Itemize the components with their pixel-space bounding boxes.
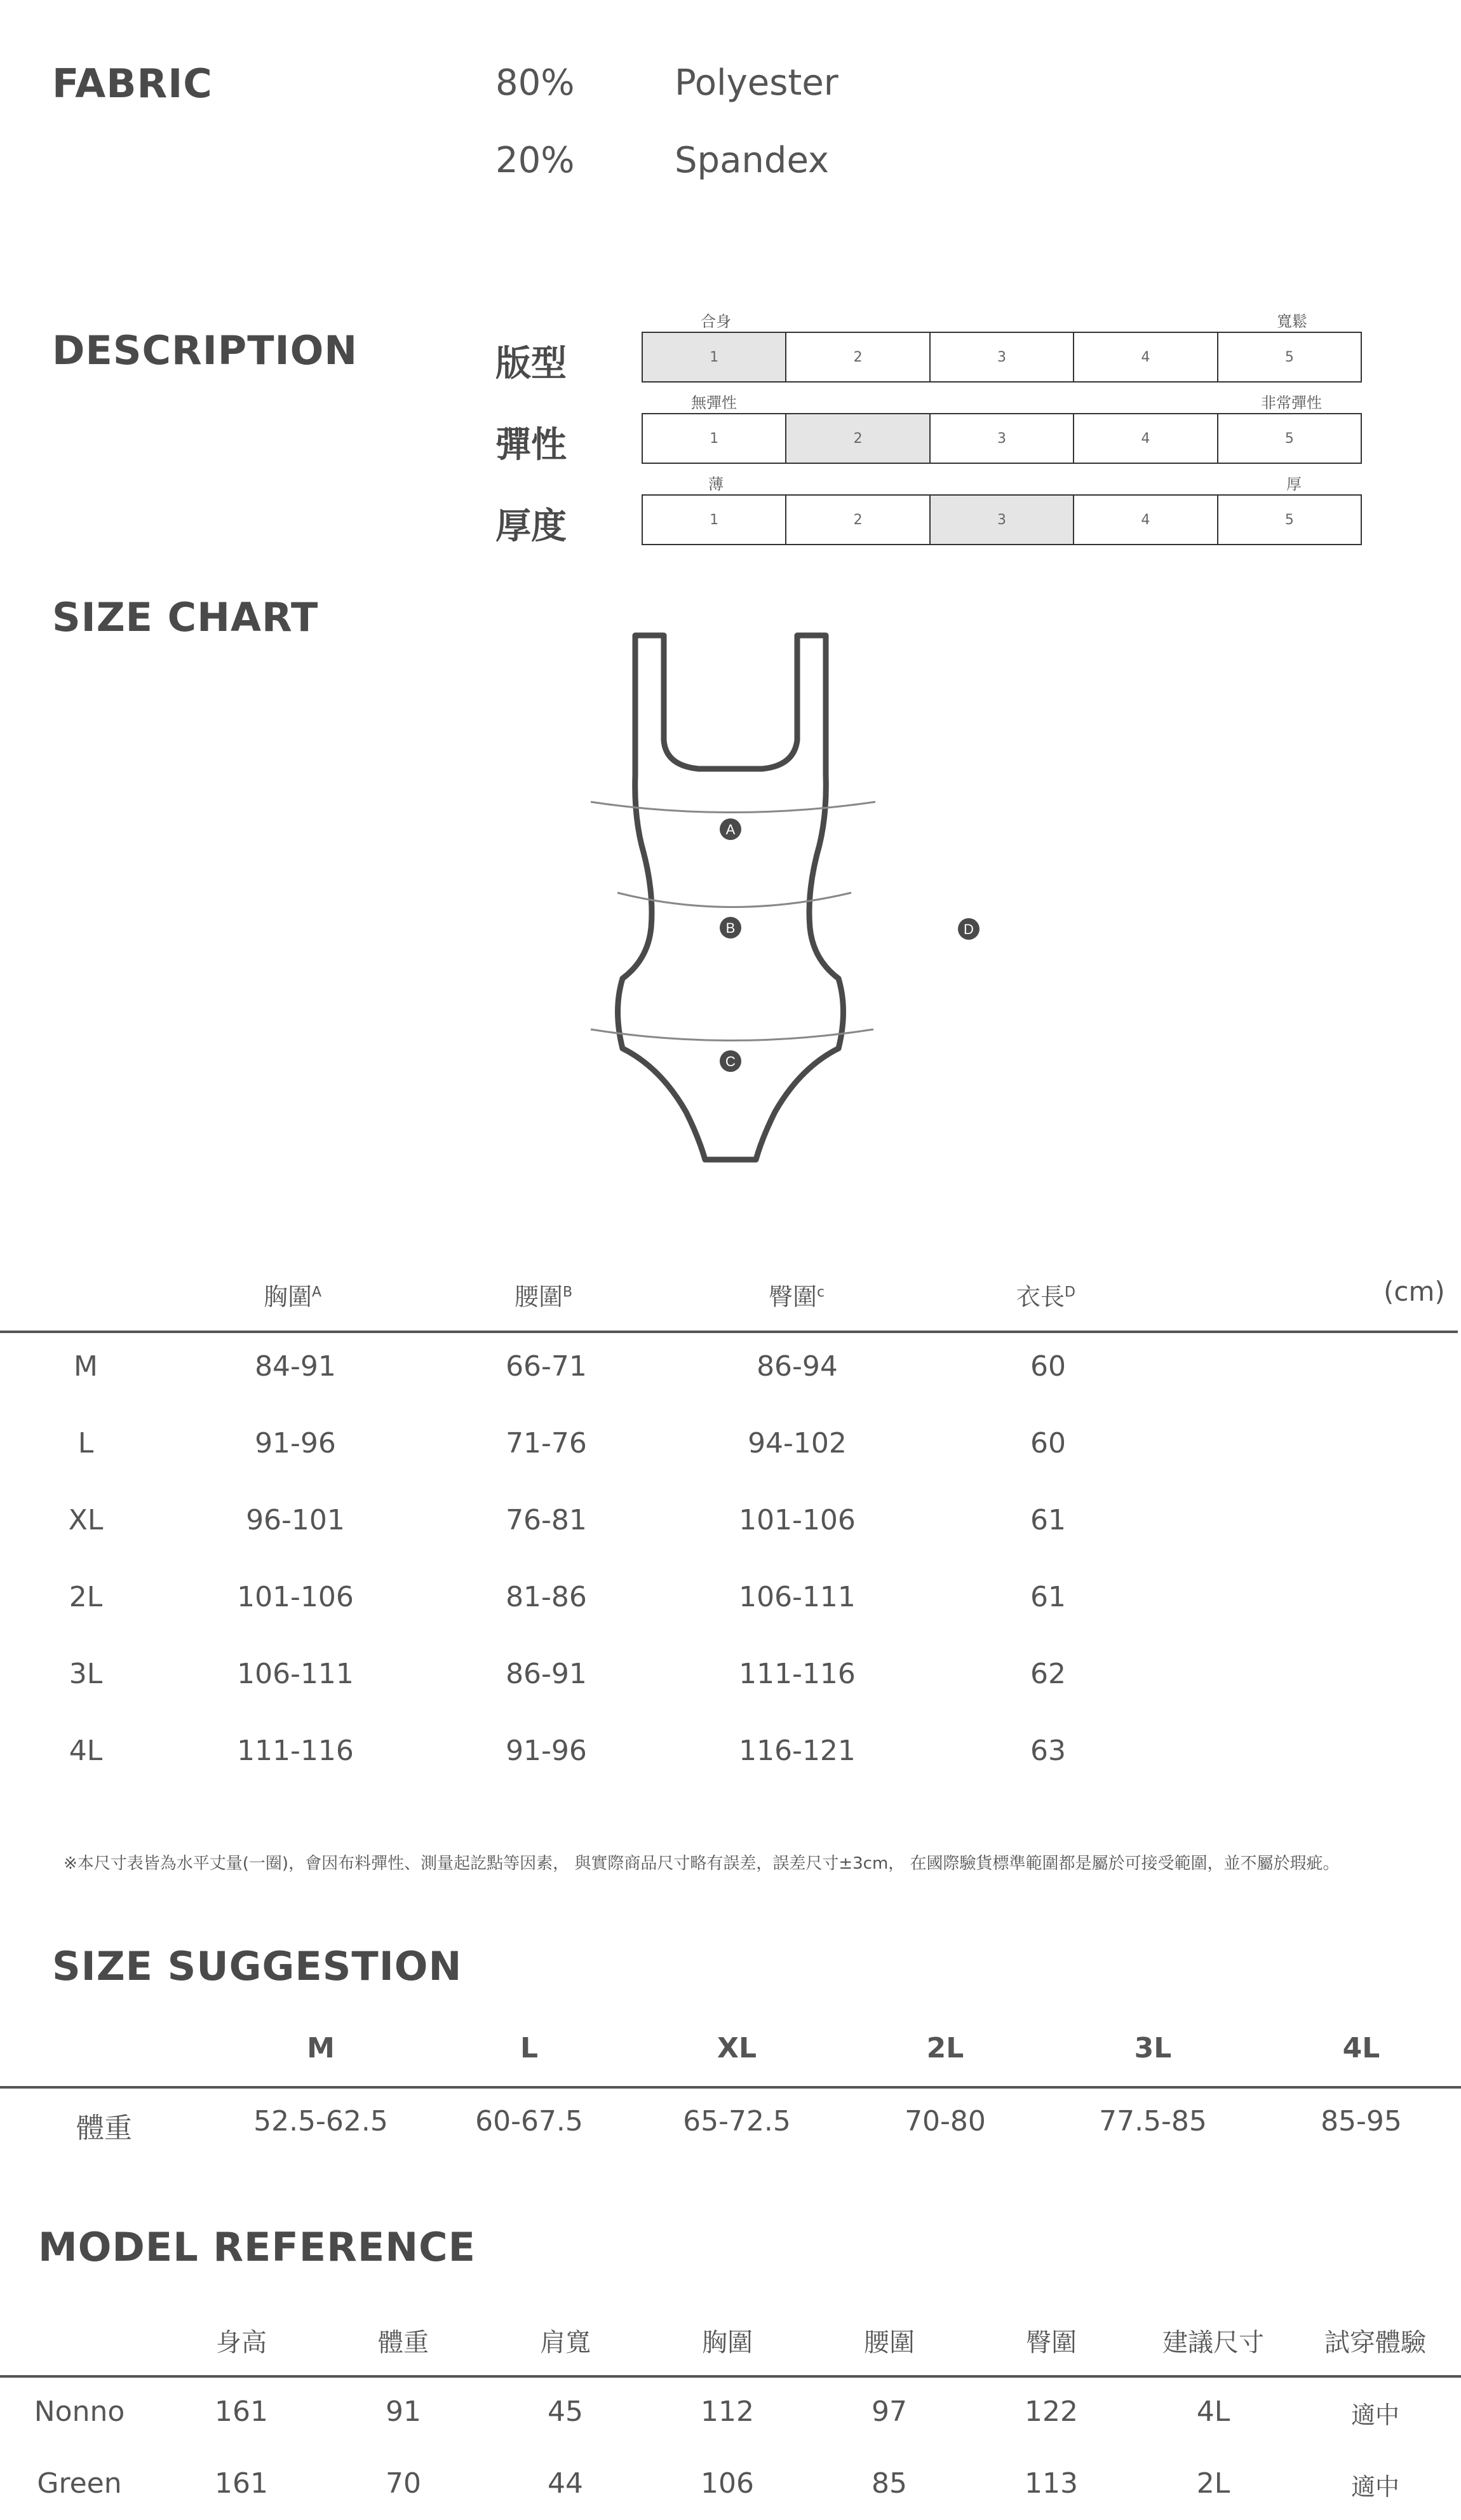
- model-table-cell: 4L: [1196, 2395, 1230, 2428]
- size-table-cell: 61: [1030, 1504, 1066, 1536]
- model-table-cell: 161: [215, 2467, 268, 2500]
- fit-scale-cell: 2: [786, 333, 930, 381]
- model-table-cell: 85: [872, 2467, 907, 2500]
- swimsuit-diagram: [572, 623, 927, 1175]
- fit-scale-cell: 4: [1074, 333, 1218, 381]
- suggestion-weight-value: 77.5-85: [1099, 2105, 1207, 2137]
- model-rule: [0, 2375, 1461, 2378]
- marker-c: [720, 1050, 741, 1072]
- size-table-cell: 84-91: [255, 1350, 336, 1383]
- svg-text:D: D: [964, 921, 974, 937]
- model-table-cell: 106: [701, 2467, 754, 2500]
- suggestion-weight-value: 52.5-62.5: [253, 2105, 388, 2137]
- size-table-cell: 66-71: [506, 1350, 587, 1383]
- fit-scale: [642, 332, 1362, 383]
- model-name: Nonno: [34, 2395, 125, 2428]
- size-note: ※本尺寸表皆為水平丈量(一圈)，會因布料彈性、測量起訖點等因素， 與實際商品尺寸略有誤差，誤差尺寸±3cm， 在國際驗貨標準範圍都是屬於可接受範圍，並不屬於瑕疵。: [64, 1854, 1340, 1873]
- model-table-cell: 161: [215, 2395, 268, 2428]
- size-chart-title: SIZE CHART: [52, 594, 319, 640]
- stretch-label: 彈性: [495, 424, 567, 466]
- stretch-scale-cell: 5: [1284, 430, 1294, 447]
- model-table-cell: 91: [386, 2395, 421, 2428]
- size-table-cell: 81-86: [506, 1581, 587, 1613]
- suggestion-size-header: 3L: [1134, 2032, 1172, 2064]
- size-table-cell: 63: [1030, 1735, 1066, 1767]
- size-table-cell: 71-76: [506, 1427, 587, 1460]
- thickness-scale: [642, 494, 1362, 545]
- description-title: DESCRIPTION: [52, 327, 358, 374]
- suggestion-size-header: M: [307, 2032, 335, 2064]
- thickness-scale-cell: 5: [1284, 511, 1294, 528]
- fit-scale-cell: 1: [643, 333, 786, 381]
- svg-text:B: B: [725, 920, 736, 936]
- thickness-scale-cell: 1: [643, 496, 786, 544]
- suggestion-size-header: 4L: [1342, 2032, 1380, 2064]
- stretch-left-label: 無彈性: [691, 394, 737, 412]
- stretch-scale: [642, 413, 1362, 464]
- stretch-scale-cell: 2: [786, 414, 930, 463]
- stretch-scale-cell: 1: [643, 414, 786, 463]
- stretch-scale-cell: 4: [1074, 414, 1218, 463]
- suggestion-weight-value: 60-67.5: [475, 2105, 583, 2137]
- suggestion-rule: [0, 2086, 1461, 2089]
- model-table-cell: 44: [548, 2467, 583, 2500]
- model-table-cell: 2L: [1196, 2467, 1230, 2500]
- size-table-cell: 101-106: [739, 1504, 856, 1536]
- thickness-scale-cell: 3: [931, 496, 1074, 544]
- size-table-cell: 106-111: [237, 1658, 354, 1690]
- suggestion-weight-value: 85-95: [1321, 2105, 1402, 2137]
- model-table-cell: 70: [386, 2467, 421, 2500]
- size-table-cell: 60: [1030, 1427, 1066, 1460]
- size-table-cell: 96-101: [246, 1504, 345, 1536]
- suggestion-weight-value: 70-80: [905, 2105, 986, 2137]
- model-table-cell: 112: [701, 2395, 754, 2428]
- size-row-label: 2L: [69, 1581, 103, 1613]
- fit-scale-cell: 3: [931, 333, 1074, 381]
- model-table-cell: 適中: [1350, 2473, 1399, 2501]
- thickness-left-label: 薄: [708, 475, 724, 493]
- size-row-label: XL: [68, 1504, 104, 1536]
- model-header-cell: 建議尺寸: [1162, 2328, 1264, 2357]
- size-table-cell: 61: [1030, 1581, 1066, 1613]
- size-header-hip: 臀圍$^c$: [769, 1283, 825, 1311]
- model-header-cell: 體重: [378, 2328, 429, 2357]
- size-table-cell: 106-111: [739, 1581, 856, 1613]
- fit-right-label: 寬鬆: [1277, 313, 1307, 330]
- size-row-label: M: [74, 1350, 98, 1383]
- suggestion-size-header: 2L: [926, 2032, 964, 2064]
- size-header-chest: 胸圍$^A$: [264, 1283, 322, 1311]
- fit-label: 版型: [495, 343, 567, 384]
- marker-d: [956, 916, 981, 942]
- model-header-cell: 臀圍: [1026, 2328, 1077, 2357]
- model-header-cell: 試穿體驗: [1324, 2328, 1426, 2357]
- model-table-cell: 122: [1025, 2395, 1078, 2428]
- stretch-right-label: 非常彈性: [1261, 394, 1322, 412]
- size-table-cell: 101-106: [237, 1581, 354, 1613]
- fabric-title: FABRIC: [52, 60, 213, 107]
- model-header-cell: 腰圍: [864, 2328, 915, 2357]
- size-header-length: 衣長$^D$: [1016, 1283, 1075, 1311]
- fit-scale-cell: 5: [1284, 349, 1294, 365]
- size-table-cell: 116-121: [739, 1735, 856, 1767]
- size-row-label: 3L: [69, 1658, 103, 1690]
- size-suggestion-title: SIZE SUGGESTION: [52, 1943, 462, 1989]
- size-header-waist: 腰圍$^B$: [515, 1283, 573, 1311]
- model-table-cell: 113: [1025, 2467, 1078, 2500]
- size-table-cell: 60: [1030, 1350, 1066, 1383]
- model-name: Green: [37, 2467, 122, 2500]
- size-table-rule: [0, 1331, 1458, 1333]
- fit-left-label: 合身: [701, 313, 731, 330]
- stretch-scale-cell: 3: [931, 414, 1074, 463]
- size-table-cell: 91-96: [506, 1735, 587, 1767]
- model-reference-title: MODEL REFERENCE: [38, 2224, 476, 2270]
- model-table-cell: 97: [872, 2395, 907, 2428]
- model-table-cell: 45: [548, 2395, 583, 2428]
- marker-b: [720, 917, 741, 938]
- size-table-cell: 86-91: [506, 1658, 587, 1690]
- size-table-cell: 86-94: [757, 1350, 838, 1383]
- thickness-scale-cell: 2: [786, 496, 930, 544]
- suggestion-row-label: 體重: [76, 2112, 132, 2144]
- thickness-scale-cell: 4: [1074, 496, 1218, 544]
- size-table-cell: 76-81: [506, 1504, 587, 1536]
- fabric-material-2: Spandex: [675, 140, 830, 181]
- swimsuit-outline: [618, 635, 844, 1160]
- svg-text:A: A: [725, 822, 736, 837]
- size-table-cell: 62: [1030, 1658, 1066, 1690]
- thickness-right-label: 厚: [1286, 475, 1302, 493]
- suggestion-weight-value: 65-72.5: [683, 2105, 791, 2137]
- size-row-label: L: [77, 1427, 94, 1460]
- size-row-label: 4L: [69, 1735, 103, 1767]
- size-unit: (cm): [1384, 1276, 1445, 1307]
- size-table-cell: 91-96: [255, 1427, 336, 1460]
- model-header-cell: 身高: [216, 2328, 267, 2357]
- hip-line: [591, 1029, 873, 1041]
- suggestion-size-header: XL: [717, 2032, 757, 2064]
- model-table-cell: 適中: [1350, 2401, 1399, 2429]
- model-header-cell: 肩寬: [540, 2328, 591, 2357]
- fabric-pct-2: 20%: [495, 140, 575, 181]
- suggestion-size-header: L: [520, 2032, 539, 2064]
- size-table-cell: 111-116: [237, 1735, 354, 1767]
- marker-a: [720, 818, 741, 840]
- model-header-cell: 胸圍: [702, 2328, 753, 2357]
- fabric-pct-1: 80%: [495, 62, 575, 104]
- thickness-label: 厚度: [495, 506, 567, 547]
- fabric-material-1: Polyester: [675, 62, 838, 104]
- size-table-cell: 111-116: [739, 1658, 856, 1690]
- svg-text:C: C: [725, 1053, 736, 1069]
- size-table-cell: 94-102: [748, 1427, 847, 1460]
